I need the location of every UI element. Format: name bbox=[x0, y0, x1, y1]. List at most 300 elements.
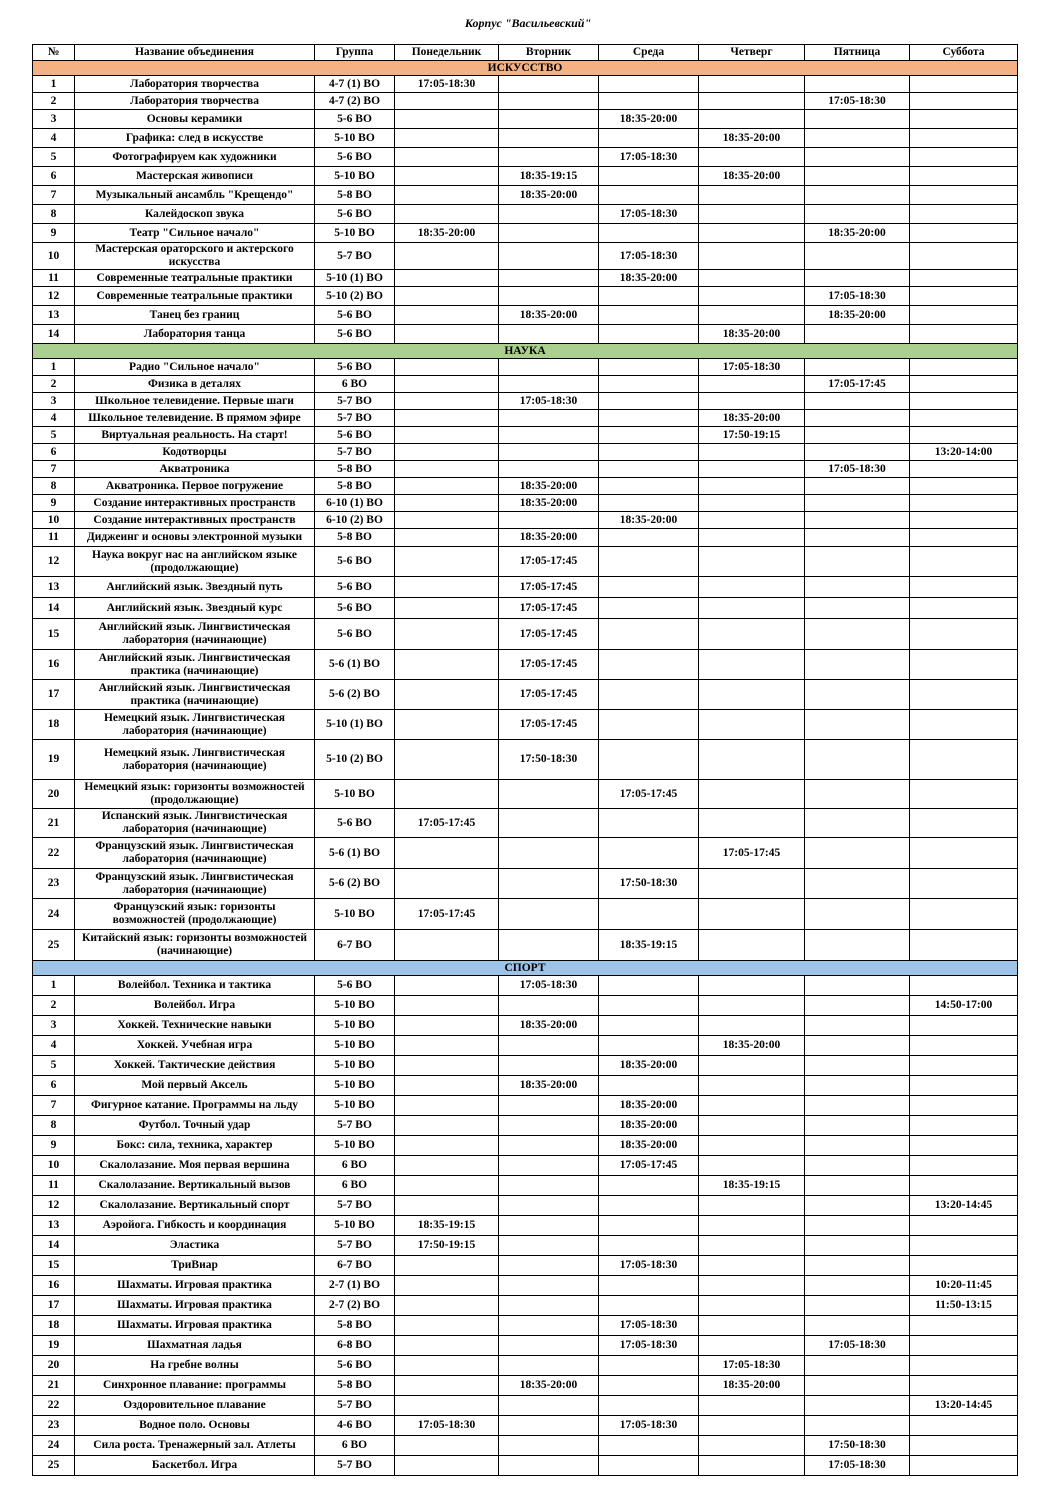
cell-wednesday: 18:35-20:00 bbox=[599, 1056, 699, 1076]
cell-wednesday: 17:05-17:45 bbox=[599, 780, 699, 809]
cell-row-number: 11 bbox=[33, 529, 75, 547]
cell-row-number: 6 bbox=[33, 1076, 75, 1096]
cell-wednesday bbox=[599, 1076, 699, 1096]
cell-friday bbox=[805, 1276, 910, 1296]
cell-activity-name: Хоккей. Технические навыки bbox=[75, 1016, 315, 1036]
cell-thursday bbox=[699, 205, 805, 224]
cell-friday bbox=[805, 1236, 910, 1256]
cell-row-number: 1 bbox=[33, 359, 75, 376]
cell-activity-name: Мастерская ораторского и актерского искусства bbox=[75, 243, 315, 270]
cell-tuesday bbox=[499, 410, 599, 427]
cell-wednesday bbox=[599, 529, 699, 547]
cell-friday bbox=[805, 1256, 910, 1276]
cell-group: 5-6 ВО bbox=[315, 110, 395, 129]
cell-tuesday bbox=[499, 444, 599, 461]
cell-wednesday bbox=[599, 478, 699, 495]
cell-saturday bbox=[910, 1356, 1018, 1376]
cell-wednesday: 17:05-18:30 bbox=[599, 1416, 699, 1436]
cell-thursday bbox=[699, 495, 805, 512]
cell-tuesday bbox=[499, 129, 599, 148]
cell-tuesday bbox=[499, 427, 599, 444]
cell-thursday bbox=[699, 287, 805, 306]
cell-activity-name: Хоккей. Тактические действия bbox=[75, 1056, 315, 1076]
cell-thursday bbox=[699, 393, 805, 410]
cell-saturday bbox=[910, 410, 1018, 427]
cell-group: 5-6 ВО bbox=[315, 306, 395, 325]
cell-monday bbox=[395, 547, 499, 577]
cell-group: 5-10 ВО bbox=[315, 167, 395, 186]
cell-friday bbox=[805, 1116, 910, 1136]
cell-activity-name: Школьное телевидение. В прямом эфире bbox=[75, 410, 315, 427]
cell-friday bbox=[805, 148, 910, 167]
cell-thursday bbox=[699, 148, 805, 167]
cell-saturday bbox=[910, 710, 1018, 740]
cell-tuesday: 17:05-18:30 bbox=[499, 393, 599, 410]
table-row bbox=[33, 598, 1018, 619]
table-row bbox=[33, 976, 1018, 996]
cell-thursday: 17:05-17:45 bbox=[699, 838, 805, 869]
cell-thursday bbox=[699, 93, 805, 110]
table-row bbox=[33, 619, 1018, 650]
cell-wednesday bbox=[599, 1276, 699, 1296]
cell-friday bbox=[805, 205, 910, 224]
cell-saturday bbox=[910, 1256, 1018, 1276]
cell-monday bbox=[395, 93, 499, 110]
cell-thursday bbox=[699, 547, 805, 577]
cell-thursday: 18:35-20:00 bbox=[699, 325, 805, 344]
cell-activity-name: Английский язык. Звездный курс bbox=[75, 598, 315, 619]
cell-group: 5-10 ВО bbox=[315, 1016, 395, 1036]
cell-friday: 18:35-20:00 bbox=[805, 224, 910, 243]
cell-activity-name: Калейдоскоп звука bbox=[75, 205, 315, 224]
cell-row-number: 17 bbox=[33, 680, 75, 710]
cell-row-number: 22 bbox=[33, 1396, 75, 1416]
cell-wednesday bbox=[599, 410, 699, 427]
table-row bbox=[33, 129, 1018, 148]
table-row bbox=[33, 325, 1018, 344]
cell-row-number: 23 bbox=[33, 869, 75, 899]
table-row bbox=[33, 1396, 1018, 1416]
cell-wednesday bbox=[599, 287, 699, 306]
cell-tuesday bbox=[499, 1116, 599, 1136]
cell-saturday bbox=[910, 1456, 1018, 1476]
cell-wednesday bbox=[599, 1376, 699, 1396]
table-row bbox=[33, 306, 1018, 325]
cell-monday bbox=[395, 325, 499, 344]
cell-wednesday bbox=[599, 1216, 699, 1236]
cell-tuesday bbox=[499, 205, 599, 224]
table-row bbox=[33, 1136, 1018, 1156]
page-title: Корпус "Васильевский" bbox=[464, 16, 592, 30]
cell-wednesday bbox=[599, 1296, 699, 1316]
cell-wednesday: 17:05-18:30 bbox=[599, 1336, 699, 1356]
cell-monday bbox=[395, 1136, 499, 1156]
cell-group: 5-7 ВО bbox=[315, 1236, 395, 1256]
cell-monday bbox=[395, 780, 499, 809]
cell-saturday bbox=[910, 899, 1018, 930]
cell-friday: 17:05-18:30 bbox=[805, 1336, 910, 1356]
cell-row-number: 22 bbox=[33, 838, 75, 869]
cell-row-number: 12 bbox=[33, 547, 75, 577]
cell-thursday bbox=[699, 1336, 805, 1356]
cell-group: 5-6 (2) ВО bbox=[315, 869, 395, 899]
cell-group: 5-7 ВО bbox=[315, 243, 395, 270]
table-row bbox=[33, 1336, 1018, 1356]
cell-friday: 17:05-18:30 bbox=[805, 287, 910, 306]
cell-tuesday bbox=[499, 1036, 599, 1056]
table-row bbox=[33, 577, 1018, 598]
cell-activity-name: Мастерская живописи bbox=[75, 167, 315, 186]
cell-tuesday bbox=[499, 224, 599, 243]
cell-activity-name: Шахматная ладья bbox=[75, 1336, 315, 1356]
cell-friday bbox=[805, 680, 910, 710]
cell-row-number: 20 bbox=[33, 1356, 75, 1376]
cell-wednesday bbox=[599, 976, 699, 996]
cell-monday bbox=[395, 461, 499, 478]
cell-tuesday bbox=[499, 1056, 599, 1076]
cell-wednesday bbox=[599, 680, 699, 710]
cell-monday bbox=[395, 619, 499, 650]
cell-row-number: 19 bbox=[33, 1336, 75, 1356]
cell-monday bbox=[395, 270, 499, 287]
table-row bbox=[33, 205, 1018, 224]
cell-saturday bbox=[910, 1216, 1018, 1236]
table-row bbox=[33, 427, 1018, 444]
cell-friday bbox=[805, 410, 910, 427]
cell-thursday bbox=[699, 1236, 805, 1256]
cell-row-number: 6 bbox=[33, 167, 75, 186]
cell-thursday bbox=[699, 680, 805, 710]
cell-monday bbox=[395, 869, 499, 899]
cell-friday: 17:50-18:30 bbox=[805, 1436, 910, 1456]
cell-wednesday: 18:35-20:00 bbox=[599, 270, 699, 287]
cell-row-number: 4 bbox=[33, 129, 75, 148]
cell-tuesday bbox=[499, 1196, 599, 1216]
cell-monday bbox=[395, 287, 499, 306]
cell-activity-name: Английский язык. Лингвистическая практика (начинающие) bbox=[75, 680, 315, 710]
cell-wednesday bbox=[599, 619, 699, 650]
cell-tuesday: 18:35-20:00 bbox=[499, 1016, 599, 1036]
cell-group: 5-7 ВО bbox=[315, 1456, 395, 1476]
cell-group: 5-10 ВО bbox=[315, 1056, 395, 1076]
cell-monday bbox=[395, 186, 499, 205]
table-row bbox=[33, 1156, 1018, 1176]
cell-monday bbox=[395, 427, 499, 444]
cell-saturday bbox=[910, 838, 1018, 869]
cell-activity-name: Создание интерактивных пространств bbox=[75, 512, 315, 529]
cell-activity-name: Французский язык. Лингвистическая лаборатория (начинающие) bbox=[75, 869, 315, 899]
cell-saturday bbox=[910, 1016, 1018, 1036]
table-row bbox=[33, 110, 1018, 129]
cell-friday bbox=[805, 167, 910, 186]
cell-activity-name: Современные театральные практики bbox=[75, 270, 315, 287]
cell-friday bbox=[805, 1156, 910, 1176]
cell-thursday bbox=[699, 930, 805, 961]
col-number-header: № bbox=[33, 45, 75, 61]
cell-wednesday bbox=[599, 93, 699, 110]
cell-monday bbox=[395, 1156, 499, 1176]
cell-saturday: 13:20-14:00 bbox=[910, 444, 1018, 461]
cell-group: 4-7 (2) ВО bbox=[315, 93, 395, 110]
cell-activity-name: Испанский язык. Лингвистическая лаборатория (начинающие) bbox=[75, 809, 315, 838]
cell-monday bbox=[395, 495, 499, 512]
cell-group: 6-8 ВО bbox=[315, 1336, 395, 1356]
cell-thursday bbox=[699, 996, 805, 1016]
schedule-table bbox=[32, 44, 1018, 1476]
cell-friday bbox=[805, 996, 910, 1016]
cell-activity-name: Акватроника bbox=[75, 461, 315, 478]
cell-saturday bbox=[910, 1176, 1018, 1196]
cell-saturday bbox=[910, 1076, 1018, 1096]
table-row bbox=[33, 899, 1018, 930]
cell-wednesday: 17:05-18:30 bbox=[599, 1256, 699, 1276]
cell-friday bbox=[805, 393, 910, 410]
cell-activity-name: Основы керамики bbox=[75, 110, 315, 129]
cell-friday bbox=[805, 740, 910, 780]
cell-monday bbox=[395, 976, 499, 996]
cell-row-number: 8 bbox=[33, 478, 75, 495]
cell-saturday bbox=[910, 224, 1018, 243]
cell-row-number: 23 bbox=[33, 1416, 75, 1436]
cell-group: 5-8 ВО bbox=[315, 1376, 395, 1396]
cell-row-number: 2 bbox=[33, 376, 75, 393]
cell-tuesday: 17:05-18:30 bbox=[499, 976, 599, 996]
cell-wednesday bbox=[599, 1436, 699, 1456]
table-row bbox=[33, 710, 1018, 740]
cell-group: 5-10 ВО bbox=[315, 899, 395, 930]
cell-activity-name: Баскетбол. Игра bbox=[75, 1456, 315, 1476]
cell-friday bbox=[805, 1136, 910, 1156]
cell-group: 5-6 ВО bbox=[315, 325, 395, 344]
cell-group: 5-6 ВО bbox=[315, 148, 395, 167]
cell-group: 5-6 ВО bbox=[315, 205, 395, 224]
cell-saturday bbox=[910, 1336, 1018, 1356]
cell-group: 5-6 ВО bbox=[315, 547, 395, 577]
cell-tuesday: 18:35-20:00 bbox=[499, 478, 599, 495]
cell-saturday bbox=[910, 809, 1018, 838]
col-saturday-header: Суббота bbox=[910, 45, 1018, 61]
cell-tuesday bbox=[499, 1316, 599, 1336]
cell-thursday bbox=[699, 76, 805, 93]
cell-activity-name: Скалолазание. Моя первая вершина bbox=[75, 1156, 315, 1176]
cell-monday: 17:05-18:30 bbox=[395, 1416, 499, 1436]
cell-saturday bbox=[910, 529, 1018, 547]
cell-wednesday bbox=[599, 359, 699, 376]
cell-activity-name: Шахматы. Игровая практика bbox=[75, 1316, 315, 1336]
cell-row-number: 14 bbox=[33, 325, 75, 344]
cell-monday: 18:35-20:00 bbox=[395, 224, 499, 243]
table-row bbox=[33, 410, 1018, 427]
cell-activity-name: Английский язык. Лингвистическая лаборатория (начинающие) bbox=[75, 619, 315, 650]
cell-friday bbox=[805, 512, 910, 529]
cell-activity-name: Волейбол. Игра bbox=[75, 996, 315, 1016]
cell-row-number: 9 bbox=[33, 1136, 75, 1156]
cell-row-number: 5 bbox=[33, 148, 75, 167]
cell-row-number: 14 bbox=[33, 1236, 75, 1256]
cell-thursday bbox=[699, 461, 805, 478]
cell-friday bbox=[805, 547, 910, 577]
cell-thursday bbox=[699, 780, 805, 809]
cell-thursday: 18:35-20:00 bbox=[699, 167, 805, 186]
cell-wednesday bbox=[599, 650, 699, 680]
table-row bbox=[33, 1096, 1018, 1116]
cell-wednesday bbox=[599, 461, 699, 478]
cell-group: 5-6 (2) ВО bbox=[315, 680, 395, 710]
cell-saturday bbox=[910, 306, 1018, 325]
cell-activity-name: На гребне волны bbox=[75, 1356, 315, 1376]
table-row bbox=[33, 930, 1018, 961]
cell-activity-name: ТриВиар bbox=[75, 1256, 315, 1276]
cell-friday bbox=[805, 1376, 910, 1396]
cell-wednesday bbox=[599, 710, 699, 740]
cell-group: 5-10 ВО bbox=[315, 129, 395, 148]
header-row bbox=[33, 45, 1018, 61]
table-row bbox=[33, 838, 1018, 869]
cell-thursday: 17:05-18:30 bbox=[699, 1356, 805, 1376]
cell-saturday bbox=[910, 598, 1018, 619]
cell-saturday: 11:50-13:15 bbox=[910, 1296, 1018, 1316]
table-row bbox=[33, 529, 1018, 547]
cell-monday bbox=[395, 110, 499, 129]
cell-wednesday: 17:05-18:30 bbox=[599, 243, 699, 270]
cell-thursday bbox=[699, 650, 805, 680]
cell-friday bbox=[805, 359, 910, 376]
cell-row-number: 6 bbox=[33, 444, 75, 461]
cell-group: 5-6 ВО bbox=[315, 577, 395, 598]
cell-row-number: 20 bbox=[33, 780, 75, 809]
cell-friday: 18:35-20:00 bbox=[805, 306, 910, 325]
cell-activity-name: Скалолазание. Вертикальный спорт bbox=[75, 1196, 315, 1216]
cell-row-number: 13 bbox=[33, 306, 75, 325]
cell-tuesday bbox=[499, 1356, 599, 1376]
cell-row-number: 15 bbox=[33, 1256, 75, 1276]
cell-group: 5-6 ВО bbox=[315, 598, 395, 619]
cell-monday bbox=[395, 393, 499, 410]
cell-activity-name: Мой первый Аксель bbox=[75, 1076, 315, 1096]
cell-monday bbox=[395, 1096, 499, 1116]
cell-monday bbox=[395, 306, 499, 325]
cell-wednesday bbox=[599, 495, 699, 512]
cell-group: 6 ВО bbox=[315, 1436, 395, 1456]
cell-saturday bbox=[910, 93, 1018, 110]
table-row bbox=[33, 1216, 1018, 1236]
cell-wednesday bbox=[599, 325, 699, 344]
cell-saturday bbox=[910, 325, 1018, 344]
cell-saturday bbox=[910, 495, 1018, 512]
cell-tuesday bbox=[499, 359, 599, 376]
table-row bbox=[33, 1196, 1018, 1216]
cell-saturday bbox=[910, 186, 1018, 205]
cell-group: 2-7 (2) ВО bbox=[315, 1296, 395, 1316]
cell-row-number: 9 bbox=[33, 495, 75, 512]
table-row bbox=[33, 287, 1018, 306]
cell-activity-name: Оздоровительное плавание bbox=[75, 1396, 315, 1416]
cell-tuesday bbox=[499, 1156, 599, 1176]
cell-activity-name: Танец без границ bbox=[75, 306, 315, 325]
cell-saturday: 14:50-17:00 bbox=[910, 996, 1018, 1016]
cell-wednesday bbox=[599, 996, 699, 1016]
cell-saturday bbox=[910, 359, 1018, 376]
cell-activity-name: Китайский язык: горизонты возможностей (начинающие) bbox=[75, 930, 315, 961]
cell-thursday bbox=[699, 1096, 805, 1116]
cell-saturday bbox=[910, 869, 1018, 899]
cell-monday bbox=[395, 1116, 499, 1136]
cell-saturday bbox=[910, 1436, 1018, 1456]
cell-wednesday bbox=[599, 598, 699, 619]
cell-tuesday: 18:35-20:00 bbox=[499, 306, 599, 325]
cell-group: 5-7 ВО bbox=[315, 1396, 395, 1416]
cell-friday: 17:05-17:45 bbox=[805, 376, 910, 393]
cell-row-number: 8 bbox=[33, 205, 75, 224]
table-row bbox=[33, 1356, 1018, 1376]
cell-tuesday: 17:05-17:45 bbox=[499, 598, 599, 619]
table-row bbox=[33, 1016, 1018, 1036]
cell-saturday bbox=[910, 427, 1018, 444]
cell-thursday bbox=[699, 1316, 805, 1336]
cell-row-number: 10 bbox=[33, 512, 75, 529]
cell-thursday bbox=[699, 1396, 805, 1416]
cell-saturday bbox=[910, 1116, 1018, 1136]
table-row bbox=[33, 393, 1018, 410]
table-row bbox=[33, 1256, 1018, 1276]
cell-activity-name: Волейбол. Техника и тактика bbox=[75, 976, 315, 996]
cell-saturday bbox=[910, 619, 1018, 650]
cell-wednesday bbox=[599, 376, 699, 393]
cell-group: 5-6 ВО bbox=[315, 359, 395, 376]
cell-row-number: 13 bbox=[33, 577, 75, 598]
table-row bbox=[33, 461, 1018, 478]
cell-activity-name: Графика: след в искусстве bbox=[75, 129, 315, 148]
col-friday-header: Пятница bbox=[805, 45, 910, 61]
cell-monday bbox=[395, 359, 499, 376]
cell-group: 6-10 (1) ВО bbox=[315, 495, 395, 512]
cell-thursday: 18:35-20:00 bbox=[699, 410, 805, 427]
cell-saturday bbox=[910, 650, 1018, 680]
table-row bbox=[33, 1176, 1018, 1196]
cell-group: 6 ВО bbox=[315, 1156, 395, 1176]
cell-row-number: 15 bbox=[33, 619, 75, 650]
cell-row-number: 5 bbox=[33, 1056, 75, 1076]
cell-wednesday bbox=[599, 577, 699, 598]
cell-saturday bbox=[910, 1376, 1018, 1396]
cell-thursday bbox=[699, 1456, 805, 1476]
col-wednesday-header: Среда bbox=[599, 45, 699, 61]
cell-monday bbox=[395, 1176, 499, 1196]
cell-saturday bbox=[910, 110, 1018, 129]
cell-row-number: 3 bbox=[33, 393, 75, 410]
cell-group: 5-6 (1) ВО bbox=[315, 838, 395, 869]
cell-saturday bbox=[910, 512, 1018, 529]
cell-thursday bbox=[699, 1436, 805, 1456]
cell-row-number: 3 bbox=[33, 110, 75, 129]
cell-friday bbox=[805, 76, 910, 93]
cell-group: 5-10 ВО bbox=[315, 780, 395, 809]
cell-group: 5-10 ВО bbox=[315, 1096, 395, 1116]
cell-monday bbox=[395, 1376, 499, 1396]
table-row bbox=[33, 996, 1018, 1016]
cell-friday bbox=[805, 1036, 910, 1056]
cell-saturday bbox=[910, 461, 1018, 478]
cell-saturday bbox=[910, 287, 1018, 306]
cell-friday bbox=[805, 478, 910, 495]
cell-saturday bbox=[910, 577, 1018, 598]
cell-wednesday bbox=[599, 1236, 699, 1256]
cell-monday bbox=[395, 478, 499, 495]
cell-tuesday bbox=[499, 148, 599, 167]
cell-tuesday bbox=[499, 996, 599, 1016]
cell-friday bbox=[805, 1396, 910, 1416]
cell-group: 5-6 ВО bbox=[315, 619, 395, 650]
